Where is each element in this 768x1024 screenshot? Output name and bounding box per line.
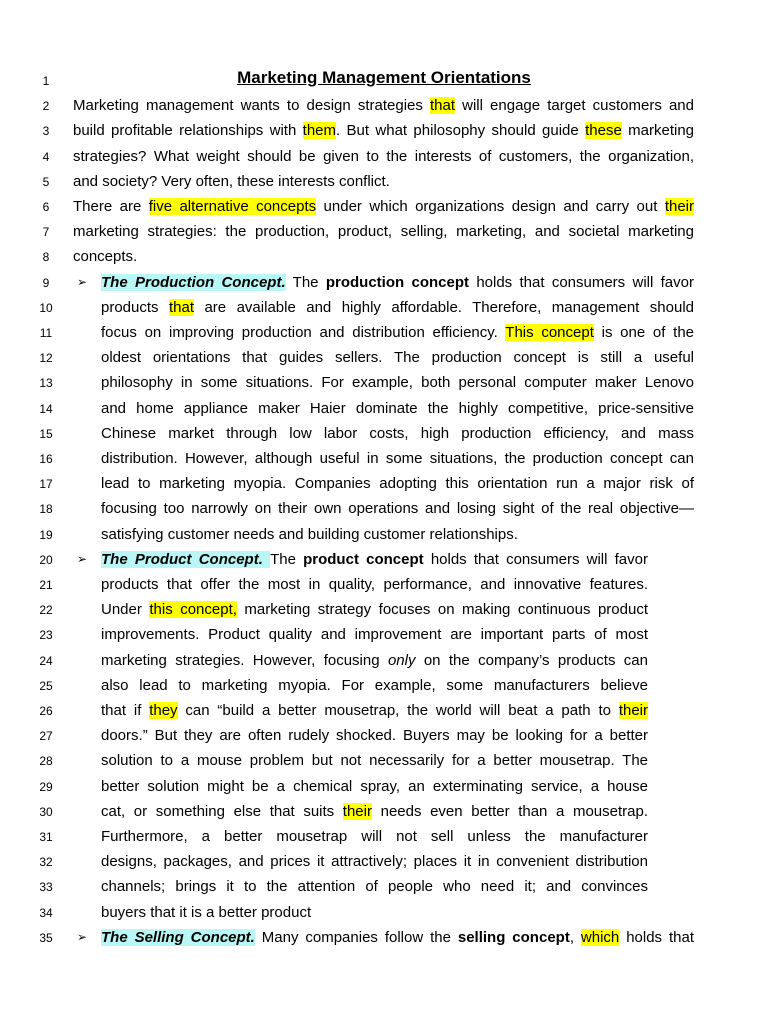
line-number: 17	[39, 477, 53, 491]
text-line	[101, 400, 694, 418]
line-number: 22	[39, 603, 53, 617]
highlighted-text: that	[168, 299, 195, 316]
text-line	[73, 148, 694, 166]
highlighted-text: this concept,	[149, 601, 237, 618]
text-line	[101, 500, 694, 518]
line-number: 15	[39, 427, 53, 441]
text-span: There are	[73, 198, 149, 215]
line-number: 32	[39, 855, 53, 869]
bold-term: production concept	[325, 274, 469, 291]
text-line	[101, 904, 648, 922]
text-line	[101, 752, 648, 770]
text-line	[73, 248, 694, 266]
line-number: 19	[39, 528, 53, 542]
text-span: marketing strategies. However, focusing	[101, 652, 388, 669]
line-number: 12	[39, 351, 53, 365]
concept-heading: The Production Concept.	[101, 274, 286, 291]
text-span: oldest orientations that guides sellers. The production concept is still a useful	[101, 349, 694, 366]
line-number: 26	[39, 704, 53, 718]
line-number: 18	[39, 502, 53, 516]
text-line	[101, 576, 648, 594]
highlighted-text: their	[664, 198, 694, 215]
bold-term: product concept	[303, 551, 424, 568]
text-line	[101, 778, 648, 796]
text-span: buyers that it is a better product	[101, 904, 312, 921]
line-number: 30	[39, 805, 53, 819]
text-span: Many companies follow the	[254, 929, 458, 946]
text-span: can “build a better mousetrap, the world will beat a path to	[177, 702, 619, 719]
bullet-arrow-icon: ➢	[77, 275, 88, 289]
highlighted-text: they	[149, 702, 178, 719]
text-span: improvements. Product quality and improvement are important parts of most	[101, 626, 648, 643]
line-number: 13	[39, 376, 53, 390]
line-number: 27	[39, 729, 53, 743]
text-line	[73, 223, 694, 241]
line-number: 11	[39, 326, 53, 340]
text-span: and society? Very often, these interests conflict.	[73, 173, 390, 190]
line-number: 9	[42, 276, 50, 290]
text-span: that if	[101, 702, 150, 719]
highlighted-text: This concept	[505, 324, 594, 341]
text-span: marketing	[621, 122, 694, 139]
text-line	[101, 450, 694, 468]
text-span: needs even better than a mousetrap.	[371, 803, 648, 820]
line-number: 7	[42, 225, 50, 239]
line-number: 28	[39, 754, 53, 768]
text-span: better solution might be a chemical spray, an exterminating service, a house	[101, 778, 648, 795]
text-line	[101, 601, 648, 619]
text-line	[101, 929, 694, 947]
line-number: 4	[42, 150, 50, 164]
line-number: 6	[42, 200, 50, 214]
text-span: on the company’s products can	[415, 652, 648, 669]
line-number: 33	[39, 880, 53, 894]
text-line	[101, 727, 648, 745]
bold-term: selling concept	[457, 929, 570, 946]
line-number: 2	[42, 99, 50, 113]
line-number: 25	[39, 679, 53, 693]
line-number: 8	[42, 250, 50, 264]
text-line	[101, 349, 694, 367]
highlighted-text: that	[429, 97, 456, 114]
text-line	[101, 475, 694, 493]
italic-text: only	[387, 652, 416, 669]
text-line	[101, 803, 648, 821]
text-span: marketing strategies: the production, product, selling, marketing, and societal marketing	[73, 223, 694, 240]
text-span: lead to marketing myopia. Companies adopting this orientation run a major risk of	[101, 475, 694, 492]
text-span: build profitable relationships with	[73, 122, 303, 139]
line-number: 3	[42, 124, 50, 138]
text-span: are available and highly affordable. Therefore, management should	[194, 299, 694, 316]
line-number: 1	[42, 74, 50, 88]
bullet-arrow-icon: ➢	[77, 552, 88, 566]
text-span: ,	[569, 929, 581, 946]
text-span: designs, packages, and prices it attractively; places it in convenient distribution	[101, 853, 648, 870]
line-number: 14	[39, 402, 53, 416]
text-line	[101, 853, 648, 871]
text-span: solution to a mouse problem but not necessarily for a better mousetrap. The	[101, 752, 648, 769]
text-span: concepts.	[73, 248, 138, 265]
text-span: is one of the	[593, 324, 695, 341]
line-number: 10	[39, 301, 53, 315]
text-line	[73, 97, 694, 115]
text-span: products that offer the most in quality, performance, and innovative features.	[101, 576, 648, 593]
text-span: satisfying customer needs and building customer relationships.	[101, 526, 518, 543]
line-number: 35	[39, 931, 53, 945]
line-number: 29	[39, 780, 53, 794]
text-span: philosophy in some situations. For example, both personal computer maker Lenovo	[101, 374, 694, 391]
text-span: cat, or something else that suits	[101, 803, 343, 820]
text-span: under which organizations design and carry out	[316, 198, 665, 215]
text-span: products	[101, 299, 169, 316]
text-span: The	[285, 274, 326, 291]
text-span: The	[270, 551, 304, 568]
line-number: 31	[39, 830, 53, 844]
text-line	[101, 299, 694, 317]
line-number: 16	[39, 452, 53, 466]
text-line	[101, 626, 648, 644]
text-span: and home appliance maker Haier dominate the highly competitive, price-sensitive	[101, 400, 694, 417]
text-line	[101, 374, 694, 392]
text-line	[101, 677, 648, 695]
line-number: 5	[42, 175, 50, 189]
concept-heading: The Selling Concept.	[101, 929, 255, 946]
text-line	[101, 702, 648, 720]
text-span: holds that consumers will favor	[469, 274, 694, 291]
highlighted-text: which	[580, 929, 620, 946]
text-span: Marketing management wants to design strategies	[73, 97, 430, 114]
text-line	[101, 828, 648, 846]
line-number: 23	[39, 628, 53, 642]
text-line	[101, 324, 694, 342]
highlighted-text: their	[342, 803, 372, 820]
line-number: 20	[39, 553, 53, 567]
text-span: focusing too narrowly on their own operations and losing sight of the real objective—	[101, 500, 694, 517]
text-line	[73, 173, 694, 191]
line-number: 21	[39, 578, 53, 592]
text-span: focus on improving production and distribution efficiency.	[101, 324, 506, 341]
document-title: Marketing Management Orientations	[237, 68, 531, 87]
text-line	[101, 274, 694, 292]
text-span: channels; brings it to the attention of people who need it; and convinces	[101, 878, 648, 895]
text-line	[73, 198, 694, 216]
line-number: 24	[39, 654, 53, 668]
text-line	[73, 122, 694, 140]
line-number: 34	[39, 906, 53, 920]
text-span: holds that consumers will favor	[423, 551, 648, 568]
text-line	[101, 652, 648, 670]
text-span: also lead to marketing myopia. For example, some manufacturers believe	[101, 677, 648, 694]
text-line	[101, 551, 648, 569]
text-span: . But what philosophy should guide	[336, 122, 586, 139]
text-line	[101, 878, 648, 896]
text-span: doors.” But they are often rudely shocked. Buyers may be looking for a better	[101, 727, 648, 744]
bullet-arrow-icon: ➢	[77, 930, 88, 944]
text-span: Chinese market through low labor costs, high production efficiency, and mass	[101, 425, 694, 442]
text-span: Under	[101, 601, 150, 618]
concept-heading: The Product Concept.	[101, 551, 271, 568]
highlighted-text: these	[585, 122, 622, 139]
text-span: marketing strategy focuses on making continuous product	[236, 601, 648, 618]
text-span: strategies? What weight should be given to the interests of customers, the organization,	[73, 148, 694, 165]
text-span: distribution. However, although useful in some situations, the production concept can	[101, 450, 694, 467]
text-span: Furthermore, a better mousetrap will not sell unless the manufacturer	[101, 828, 648, 845]
highlighted-text: five alternative concepts	[148, 198, 317, 215]
text-line	[101, 425, 694, 443]
highlighted-text: them	[302, 122, 337, 139]
highlighted-text: their	[618, 702, 648, 719]
text-span: will engage target customers and	[455, 97, 694, 114]
text-span: holds that	[619, 929, 694, 946]
text-line	[101, 526, 694, 544]
